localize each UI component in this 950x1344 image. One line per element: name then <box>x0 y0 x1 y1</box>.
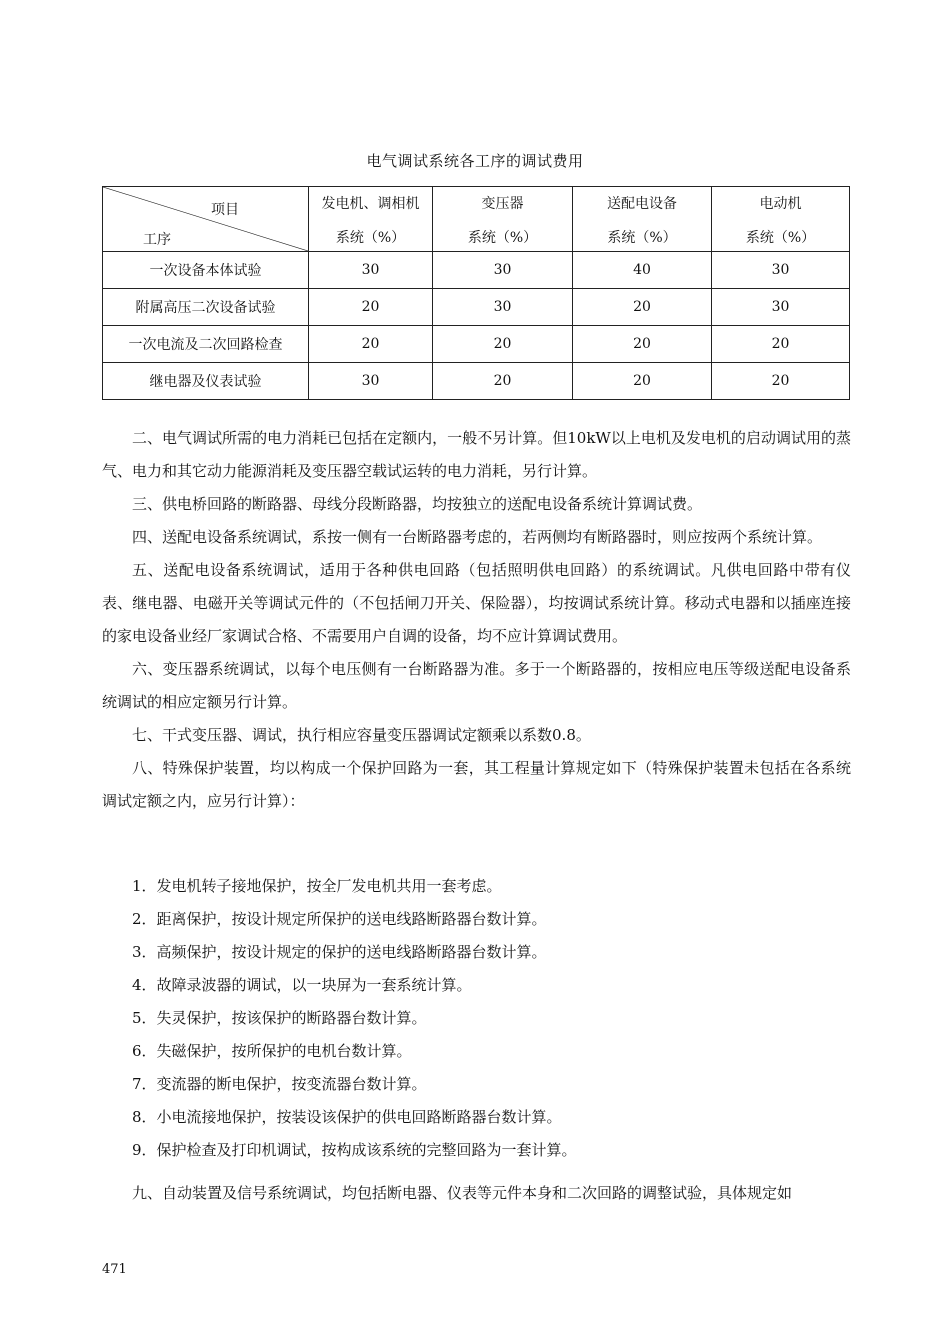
column-header: 电动机 系统（%） <box>712 187 850 252</box>
list-item: 2．距离保护，按设计规定所保护的送电线路断路器台数计算。 <box>132 910 547 928</box>
table-row <box>103 252 850 289</box>
table-corner-cell <box>103 187 309 252</box>
list-item: 5．失灵保护，按该保护的断路器台数计算。 <box>132 1009 427 1027</box>
table-caption: 电气调试系统各工序的调试费用 <box>366 152 584 170</box>
list-item: 8．小电流接地保护，按装设该保护的供电回路断路器台数计算。 <box>132 1108 562 1126</box>
list-item: 6．失磁保护，按所保护的电机台数计算。 <box>132 1042 412 1060</box>
table-cell: 20 <box>712 326 850 363</box>
table-cell: 20 <box>309 289 433 326</box>
table-row <box>103 289 850 326</box>
list-item: 9．保护检查及打印机调试，按构成该系统的完整回路为一套计算。 <box>132 1141 577 1159</box>
table-cell: 20 <box>712 363 850 400</box>
corner-item-label: 项目 <box>211 202 239 218</box>
table-row <box>103 326 850 363</box>
table-cell: 30 <box>433 252 573 289</box>
row-label: 一次设备本体试验 <box>103 252 309 289</box>
column-header: 变压器 系统（%） <box>433 187 573 252</box>
table-cell: 30 <box>712 289 850 326</box>
last-paragraph <box>102 1177 851 1210</box>
table-row <box>103 363 850 400</box>
table-cell: 20 <box>573 363 712 400</box>
table-cell: 40 <box>573 252 712 289</box>
list-item: 1．发电机转子接地保护，按全厂发电机共用一套考虑。 <box>132 877 502 895</box>
table-cell: 30 <box>712 252 850 289</box>
fee-table <box>102 186 850 400</box>
paragraph: 七、干式变压器、调试，执行相应容量变压器调试定额乘以系数0.8。 <box>132 726 591 744</box>
table-cell: 30 <box>433 289 573 326</box>
table-cell: 20 <box>309 326 433 363</box>
page-number: 471 <box>102 1262 127 1277</box>
paragraph: 八、特殊保护装置，均以构成一个保护回路为一套，其工程量计算规定如下（特殊保护装置未包括在各系统调试定额之内，应另行计算）： <box>102 759 851 810</box>
table-cell: 20 <box>433 326 573 363</box>
table-cell: 30 <box>309 363 433 400</box>
body-paragraphs <box>102 422 851 818</box>
table-cell: 20 <box>573 289 712 326</box>
table-cell: 20 <box>573 326 712 363</box>
paragraph: 五、送配电设备系统调试，适用于各种供电回路（包括照明供电回路）的系统调试。凡供电回路中带有仪表、继电器、电磁开关等调试元件的（不包括闸刀开关、保险器），均按调试系统计算。移动式电器和以插座连接的家电设备业经厂家调试合格、不需要用户自调的设备，均不应计算调试费用。 <box>102 561 851 645</box>
column-header: 送配电设备 系统（%） <box>573 187 712 252</box>
table-cell: 30 <box>309 252 433 289</box>
row-label: 继电器及仪表试验 <box>103 363 309 400</box>
paragraph: 二、电气调试所需的电力消耗已包括在定额内，一般不另计算。但10kW以上电机及发电机的启动调试用的蒸气、电力和其它动力能源消耗及变压器空载试运转的电力消耗，另行计算。 <box>102 429 851 480</box>
table-header-row <box>103 187 850 252</box>
column-header: 发电机、调相机 系统（%） <box>309 187 433 252</box>
paragraph: 九、自动装置及信号系统调试，均包括断电器、仪表等元件本身和二次回路的调整试验，具体规定如 <box>132 1184 793 1202</box>
list-item: 3．高频保护，按设计规定的保护的送电线路断路器台数计算。 <box>132 943 547 961</box>
table-cell: 20 <box>433 363 573 400</box>
corner-step-label: 工序 <box>143 232 171 248</box>
protection-list <box>102 870 851 1167</box>
diagonal-divider <box>103 187 308 251</box>
row-label: 一次电流及二次回路检查 <box>103 326 309 363</box>
list-item: 4．故障录波器的调试，以一块屏为一套系统计算。 <box>132 976 472 994</box>
paragraph: 六、变压器系统调试，以每个电压侧有一台断路器为准。多于一个断路器的，按相应电压等级送配电设备系统调试的相应定额另行计算。 <box>102 660 851 711</box>
corner-diagonal-line <box>103 187 308 251</box>
row-label: 附属高压二次设备试验 <box>103 289 309 326</box>
paragraph: 四、送配电设备系统调试，系按一侧有一台断路器考虑的，若两侧均有断路器时，则应按两个系统计算。 <box>132 528 823 546</box>
paragraph: 三、供电桥回路的断路器、母线分段断路器，均按独立的送配电设备系统计算调试费。 <box>132 495 703 513</box>
list-item: 7．变流器的断电保护，按变流器台数计算。 <box>132 1075 427 1093</box>
